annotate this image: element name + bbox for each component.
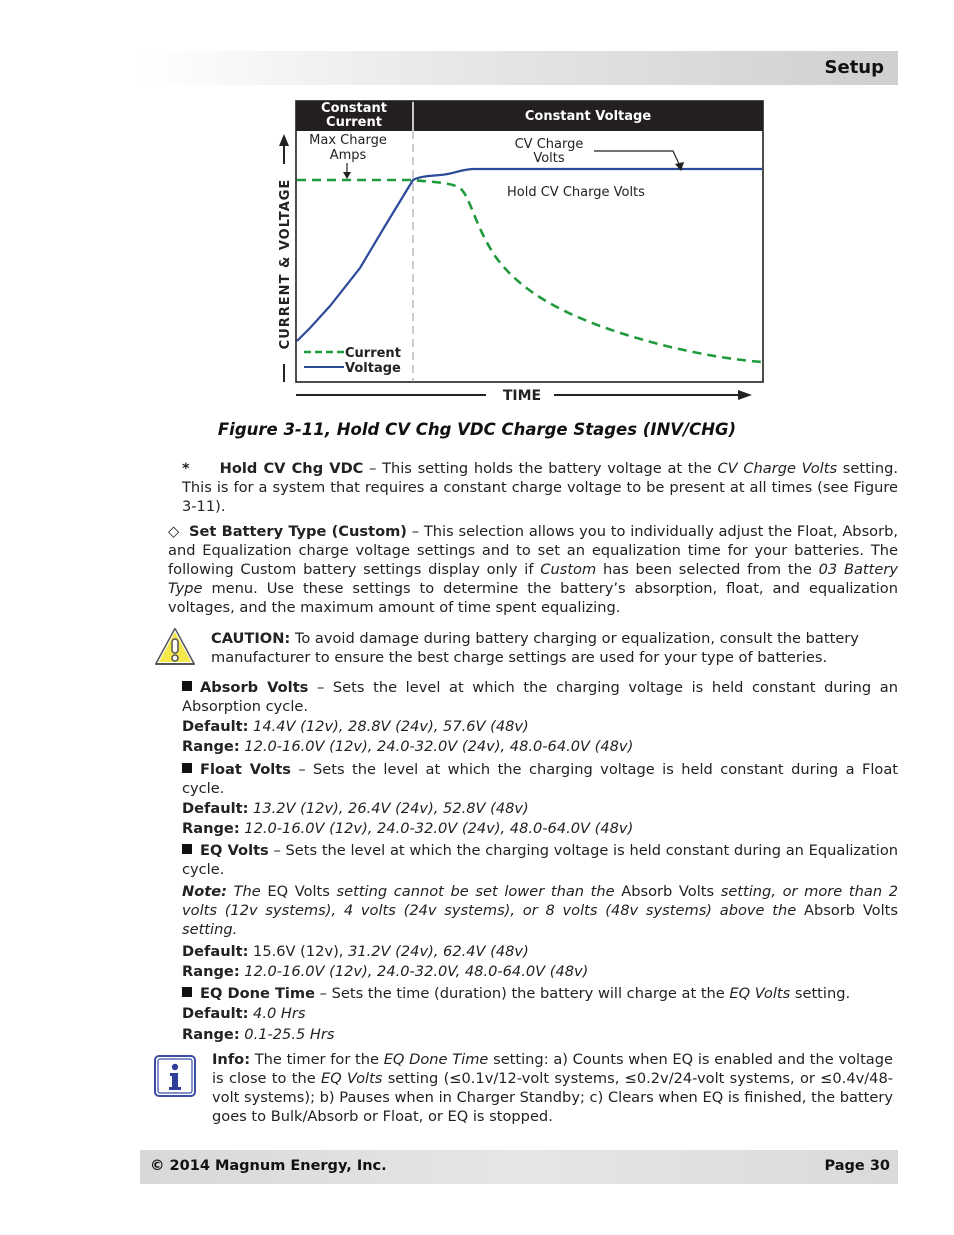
eq-done-default-line [182,1004,898,1023]
y-axis-arrowhead [279,134,289,146]
hold-cv-title: Hold CV Chg VDC [219,460,364,477]
float-volts-title: Float Volts [200,761,291,778]
absorb-default-label: Default: [182,718,249,735]
square-bullet-icon [182,681,192,691]
eq-note-label: Note: [182,883,227,900]
info-text-1: The timer for the [250,1051,384,1068]
absorb-default-value: 14.4V (12v), 28.8V (24v), 57.6V (48v) [248,718,529,735]
eq-default-line [182,942,898,961]
col-constant-voltage: Constant Voltage [524,109,652,124]
square-bullet-icon [182,763,192,773]
current-curve [297,180,762,362]
eq-done-range-line [182,1025,898,1044]
absorb-volts-paragraph [182,678,898,716]
float-volts-text: – Sets the level at which the charging voltage is held constant during a Float cycle. [182,761,898,797]
info-ref-1: EQ Done Time [383,1051,489,1068]
float-default-line [182,799,898,818]
eq-done-title: EQ Done Time [200,985,316,1002]
battery-type-text-3: menu. Use these settings to determine the battery’s absorption, float, and equalization voltages, and the maximum amount of time spent equalizing. [168,580,898,616]
caution-text: To avoid damage during battery charging or equalization, consult the battery manufacturer to ensure the best charge settings are used for your type of batteries. [211,630,859,666]
battery-type-custom-ref: Custom [540,561,597,578]
header-bar [140,51,898,85]
absorb-range-line [182,737,898,756]
eq-default-label: Default: [182,943,249,960]
square-bullet-icon [182,844,192,854]
eq-done-paragraph [182,984,898,1003]
charge-stages-figure [260,96,780,408]
eq-volts-paragraph [182,841,898,879]
label-cv-charge-1: CV Charge [514,137,584,152]
eq-default-value: 31.2V (24v), 62.4V (48v) [348,943,529,960]
caution-paragraph [211,629,898,667]
info-label: Info: [212,1051,251,1068]
eq-note-text-2: setting cannot be set lower than the [329,883,622,900]
hold-cv-text-2: setting. This is for a system that requires a constant charge voltage to be present at all times (see Figure 3-11). [182,460,898,515]
eq-done-range-value: 0.1-25.5 Hrs [239,1026,335,1043]
float-default-label: Default: [182,800,249,817]
charge-stages-diagram [260,96,780,408]
legend-voltage-label: Voltage [345,361,401,376]
float-default-value: 13.2V (12v), 26.4V (24v), 52.8V (48v) [248,800,529,817]
eq-range-value: 12.0-16.0V (12v), 24.0-32.0V, 48.0-64.0V (48v) [239,963,589,980]
eq-done-default-label: Default: [182,1005,249,1022]
hold-cv-marker: * [182,460,190,477]
page-number: Page 30 [824,1158,890,1174]
battery-type-paragraph [168,522,898,617]
y-axis-label: CURRENT & VOLTAGE [278,178,293,350]
float-volts-paragraph [182,760,898,798]
eq-done-default-value: 4.0 Hrs [248,1005,306,1022]
eq-done-range-label: Range: [182,1026,240,1043]
eq-done-setting-ref: EQ Volts [729,985,791,1002]
col-cc-line-1: Constant [321,101,387,116]
max-charge-arrowhead [343,172,351,179]
x-axis-label: TIME [502,388,542,404]
hold-cv-paragraph [182,459,898,516]
eq-done-text-2: setting. [790,985,851,1002]
battery-type-text-1: – This selection allows you to individually adjust the Float, Absorb, and Equalization charge voltage settings and to set an equalization time for your batteries. The following Custom battery settings display only if [168,523,899,578]
eq-default-plain: 15.6V (12v), [248,943,349,960]
eq-range-label: Range: [182,963,240,980]
square-bullet-icon [182,987,192,997]
info-paragraph [212,1050,893,1126]
info-ref-2: EQ Volts [320,1070,383,1087]
eq-volts-text: – Sets the level at which the charging voltage is held constant during an Equalization cycle. [182,842,898,878]
label-max-charge-2: Amps [329,148,367,163]
eq-note-paragraph [182,882,898,939]
col-cc-line-2: Current [326,115,382,130]
battery-type-title: Set Battery Type (Custom) [188,523,407,540]
eq-done-text-1: – Sets the time (duration) the battery will charge at the [315,985,730,1002]
eq-note-text-4: setting. [182,921,238,938]
footer-bar [140,1150,898,1184]
hold-cv-text-1: – This setting holds the battery voltage at the [363,460,718,477]
absorb-default-line [182,717,898,736]
hold-cv-setting-ref: CV Charge Volts [717,460,838,477]
float-range-label: Range: [182,820,240,837]
cv-charge-pointer [594,151,680,166]
eq-note-text-3: setting, or more than 2 volts (12v systems), 4 volts (24v systems), or 8 volts (48v systems) above the [182,883,899,919]
figure-caption: Figure 3-11, Hold CV Chg VDC Charge Stages (INV/CHG) [217,420,737,439]
absorb-volts-text: – Sets the level at which the charging voltage is held constant during an Absorption cycle. [182,679,898,715]
caution-icon [154,627,196,671]
absorb-range-value: 12.0-16.0V (12v), 24.0-32.0V (24v), 48.0-64.0V (48v) [239,738,634,755]
info-text-2: setting: a) Counts when EQ is enabled and the voltage is close to the [212,1051,893,1087]
info-text-3: setting (≤0.1v/12-volt systems, ≤0.2v/24-volt systems, or ≤0.4v/48-volt systems); b) Pauses when in Charger Standby; c) Clears when EQ is finished, the battery goes to Bulk/Absorb or Float, or EQ is stopped. [212,1070,893,1125]
x-axis-arrowhead [738,390,752,400]
float-range-line [182,819,898,838]
label-hold-cv: Hold CV Charge Volts [507,185,645,200]
absorb-volts-title: Absorb Volts [200,679,309,696]
battery-type-menu-ref: 03 Battery Type [168,561,898,597]
info-icon [154,1055,196,1101]
eq-note-ref-2: Absorb Volts [621,883,715,900]
label-cv-charge-2: Volts [533,151,565,166]
legend-current-label: Current [345,346,401,361]
caution-label: CAUTION: [211,630,291,647]
diamond-bullet-icon: ◇ [168,523,180,540]
absorb-range-label: Range: [182,738,240,755]
label-max-charge-1: Max Charge [309,133,387,148]
eq-range-line [182,962,898,981]
eq-note-text-1: The [226,883,268,900]
section-title: Setup [824,57,884,78]
eq-note-ref-3: Absorb Volts [804,902,898,919]
eq-note-ref-1: EQ Volts [267,883,330,900]
battery-type-text-2: has been selected from the [596,561,819,578]
float-range-value: 12.0-16.0V (12v), 24.0-32.0V (24v), 48.0-64.0V (48v) [239,820,634,837]
eq-volts-title: EQ Volts [200,842,269,859]
copyright: © 2014 Magnum Energy, Inc. [150,1158,387,1174]
